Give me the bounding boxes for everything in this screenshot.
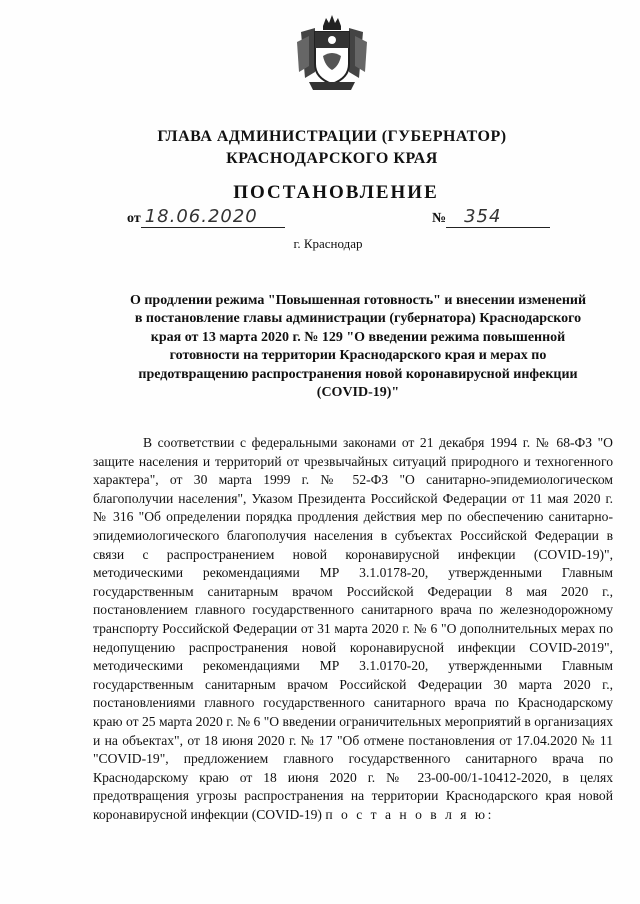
document-type-title: ПОСТАНОВЛЕНИЕ [233, 182, 439, 203]
date-field [141, 206, 285, 228]
resolve-word: п о с т а н о в л я ю: [325, 806, 494, 822]
number-prefix: № [432, 211, 447, 226]
preamble-paragraph [93, 434, 613, 824]
document-date-row [127, 206, 285, 228]
resolution-subject: О продлении режима "Повышенная готовность" и внесении изменений в постановление главы администрации (губернатора) Краснодарского края от 13 марта 2020 г. № 129 "О введении режима повышенной готовности на территории Краснодарского края и мерах по предотвращению распространения новой коронавирусной инфекции (COVID-19)" [129, 293, 587, 401]
number-field [446, 206, 550, 228]
issuer-title-line2: КРАСНОДАРСКОГО КРАЯ [226, 150, 438, 167]
handwritten-date: 18.06.2020 [144, 206, 258, 227]
document-number-row [432, 206, 550, 228]
issue-city: г. Краснодар [293, 236, 363, 251]
preamble-text: В соответствии с федеральными законами от 21 декабря 1994 г. № 68-ФЗ "О защите населения и территорий от чрезвычайных ситуаций природного и техногенного характера", от 30 марта 1999 г. № 52-ФЗ "О санитарно-эпидемиологическом благополучии населения", Указом Президента Российской Федерации от 11 мая 2020 г. № 316 "Об определении порядка продления действия мер по обеспечению санитарно-эпидемиологического благополучия населения в субъектах Российской Федерации в связи с распространением новой коронавирусной инфекции (COVID-19)", методическими рекомендациями МР 3.1.0178-20, утвержденными Главным государственным санитарным врачом Российской Федерации 8 мая 2020 г., постановлением главного государственного санитарного врача по железнодорожному транспорту Российской Федерации от 31 марта 2020 г. № 6 "О дополнительных мерах по недопущению распространения новой коронавирусной инфекции COVID-2019", методическими рекомендациями МР 3.1.0170-20, утвержденными Главным государственным санитарным врачом Российской Федерации 30 марта 2020 г., постановлениями главного государственного санитарного врача по Краснодарскому краю от 25 марта 2020 г. № 6 "О введении ограничительных мероприятий в организациях и на объектах", от 18 июня 2020 г. № 17 "Об отмене постановления от 17.04.2020 № 11 "COVID-19", предложением главного государственного санитарного врача по Краснодарскому краю от 18 июня 2020 г. № 23-00-00/1-10412-2020, в целях предотвращения угрозы распространения на территории Краснодарского края новой коронавирусной инфекции (COVID-19) [93, 435, 613, 822]
issuer-title-line1: ГЛАВА АДМИНИСТРАЦИИ (ГУБЕРНАТОР) [157, 128, 507, 145]
date-prefix: от [127, 211, 141, 226]
coat-of-arms-emblem [295, 12, 369, 94]
handwritten-number: 354 [464, 206, 502, 227]
